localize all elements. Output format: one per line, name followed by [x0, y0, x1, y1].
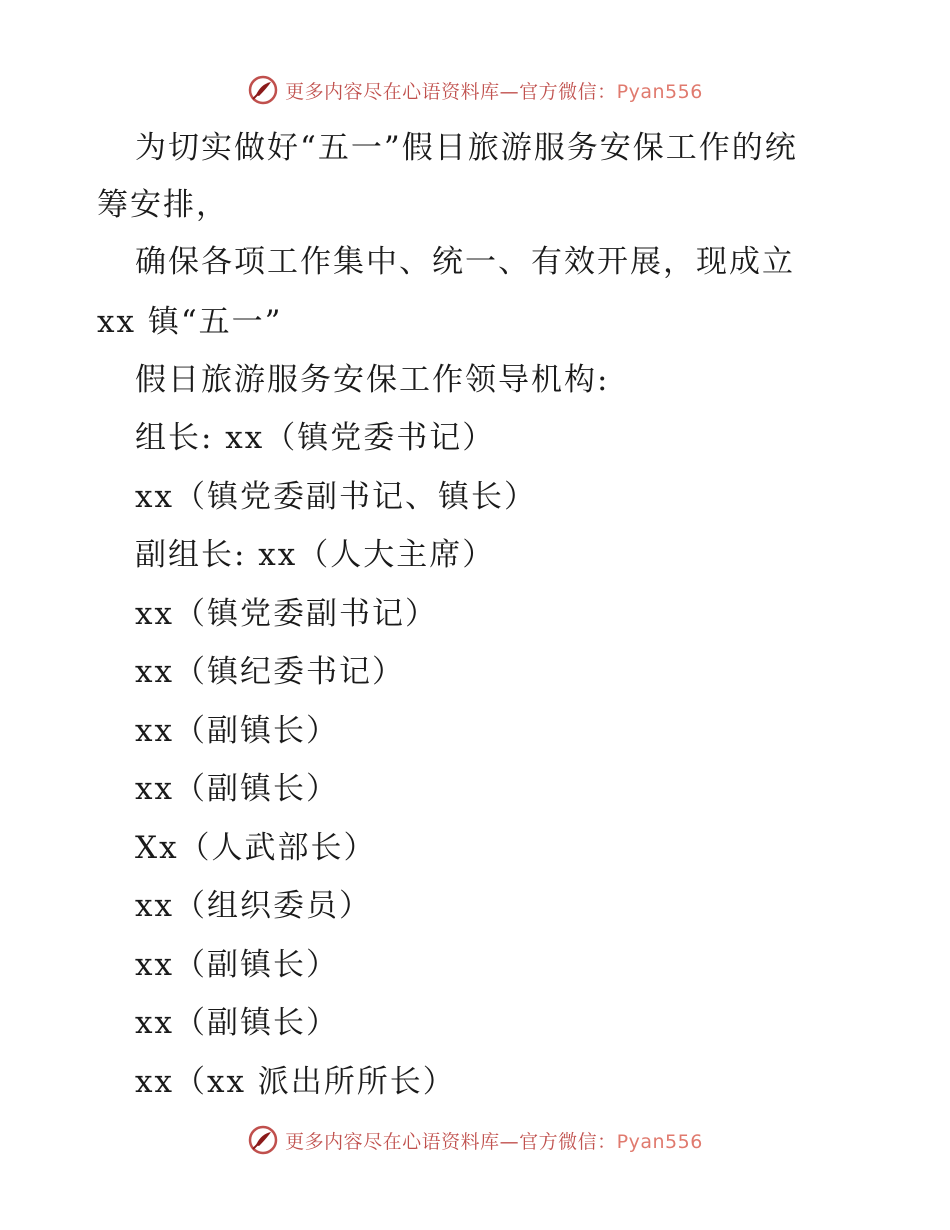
- paragraph-line: 确保各项工作集中、统一、有效开展，现成立: [135, 244, 795, 280]
- list-item: xx（副镇长）: [135, 713, 339, 749]
- watermark-wechat-id: Pyan556: [616, 80, 703, 103]
- list-item: xx（副镇长）: [135, 947, 339, 983]
- watermark-label: 更多内容尽在心语资料库—官方微信：: [285, 80, 617, 103]
- paragraph-line: 筹安排，: [97, 187, 229, 223]
- watermark-wechat-id: Pyan556: [616, 1130, 703, 1153]
- list-item: xx（镇党委副书记）: [135, 596, 438, 632]
- list-item: xx（镇党委副书记、镇长）: [135, 479, 537, 515]
- list-item: xx（镇纪委书记）: [135, 654, 405, 690]
- list-item: xx（组织委员）: [135, 888, 372, 924]
- list-item: xx（xx 派出所所长）: [135, 1064, 456, 1100]
- header-watermark: [0, 70, 950, 110]
- list-item: Xx（人武部长）: [135, 830, 377, 866]
- paragraph-line: 为切实做好“五一”假日旅游服务安保工作的统: [135, 130, 798, 166]
- watermark-label: 更多内容尽在心语资料库—官方微信：: [285, 1130, 617, 1153]
- logo-icon: [247, 74, 279, 106]
- paragraph-line: 假日旅游服务安保工作领导机构:: [135, 362, 610, 398]
- list-item: xx（副镇长）: [135, 771, 339, 807]
- footer-watermark: [0, 1120, 950, 1160]
- watermark-text: [285, 77, 703, 104]
- list-item: 组长: xx（镇党委书记）: [135, 420, 496, 456]
- paragraph-line: xx 镇“五一”: [97, 304, 283, 340]
- list-item: 副组长: xx（人大主席）: [135, 537, 496, 573]
- logo-icon: [247, 1124, 279, 1156]
- list-item: xx（副镇长）: [135, 1005, 339, 1041]
- watermark-text: [285, 1127, 703, 1154]
